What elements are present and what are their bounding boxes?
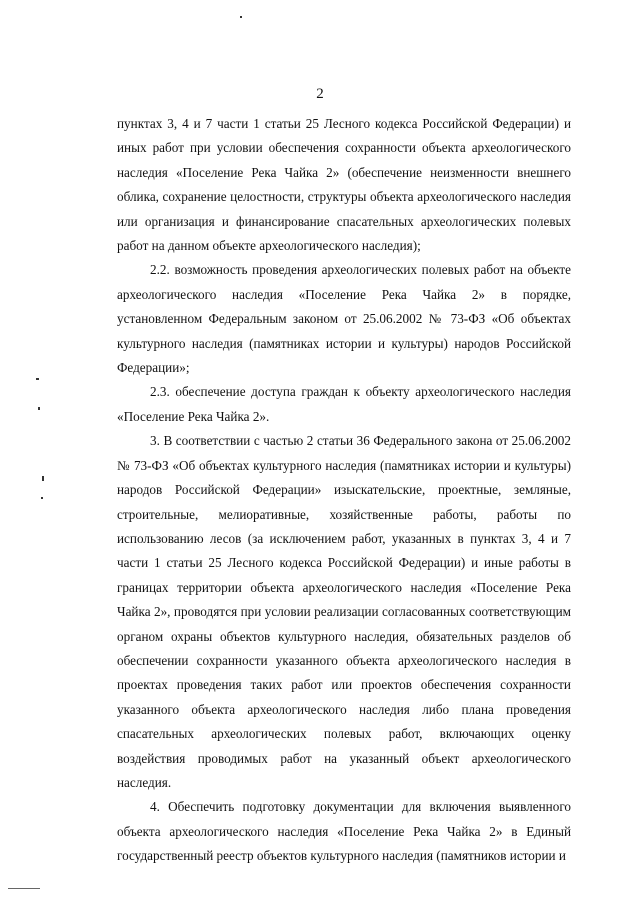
paragraph-3: 3. В соответствии с частью 2 статьи 36 Федерального закона от 25.06.2002 № 73-ФЗ «Об объектах культурного наследия (памятниках истории и культуры) народов Российской Федерации» изыскательские, проектные, земляные, строительные, мелиоративные, хозяйственные работы, работы по использованию лесов (за исключением работ, указанных в пунктах 3, 4 и 7 части 1 статьи 25 Лесного кодекса Российской Федерации) и иные работы в границах территории объекта археологического наследия «Поселение Река Чайка 2», проводятся при условии реализации согласованных соответствующим органом охраны объектов культурного наследия, обязательных разделов об обеспечении сохранности указанного объекта археологического наследия в проектах проведения таких работ или проектов обеспечения сохранности указанного объекта археологического наследия либо плана проведения спасательных археологических полевых работ, включающих оценку воздействия проводимых работ на указанный объект археологического наследия. (117, 433, 571, 790)
scan-speck-left-4 (41, 497, 43, 499)
document-body (117, 112, 571, 869)
scan-line-bottom (8, 888, 40, 889)
scan-speck-top (240, 16, 242, 18)
scan-speck-left-1 (36, 378, 39, 380)
scan-speck-left-3 (42, 476, 44, 481)
paragraph-2-2: 2.2. возможность проведения археологических полевых работ на объекте археологического наследия «Поселение Река Чайка 2» в порядке, установленном Федеральным законом от 25.06.2002 № 73-ФЗ «Об объектах культурного наследия (памятниках истории и культуры) народов Российской Федерации»; (117, 262, 571, 376)
paragraph-4: 4. Обеспечить подготовку документации для включения выявленного объекта археологического наследия «Поселение Река Чайка 2» в Единый государственный реестр объектов культурного наследия (памятников истории и (117, 799, 571, 864)
paragraph-2-3: 2.3. обеспечение доступа граждан к объекту археологического наследия «Поселение Река Чайка 2». (117, 384, 571, 424)
scan-speck-left-2 (38, 407, 40, 410)
paragraph-continuation: пунктах 3, 4 и 7 части 1 статьи 25 Лесного кодекса Российской Федерации) и иных работ при условии обеспечения сохранности объекта археологического наследия «Поселение Река Чайка 2» (обеспечение неизменности внешнего облика, сохранение целостности, структуры объекта археологического наследия или организация и финансирование спасательных археологических полевых работ на данном объекте археологического наследия); (117, 116, 571, 254)
page-number: 2 (316, 86, 324, 102)
